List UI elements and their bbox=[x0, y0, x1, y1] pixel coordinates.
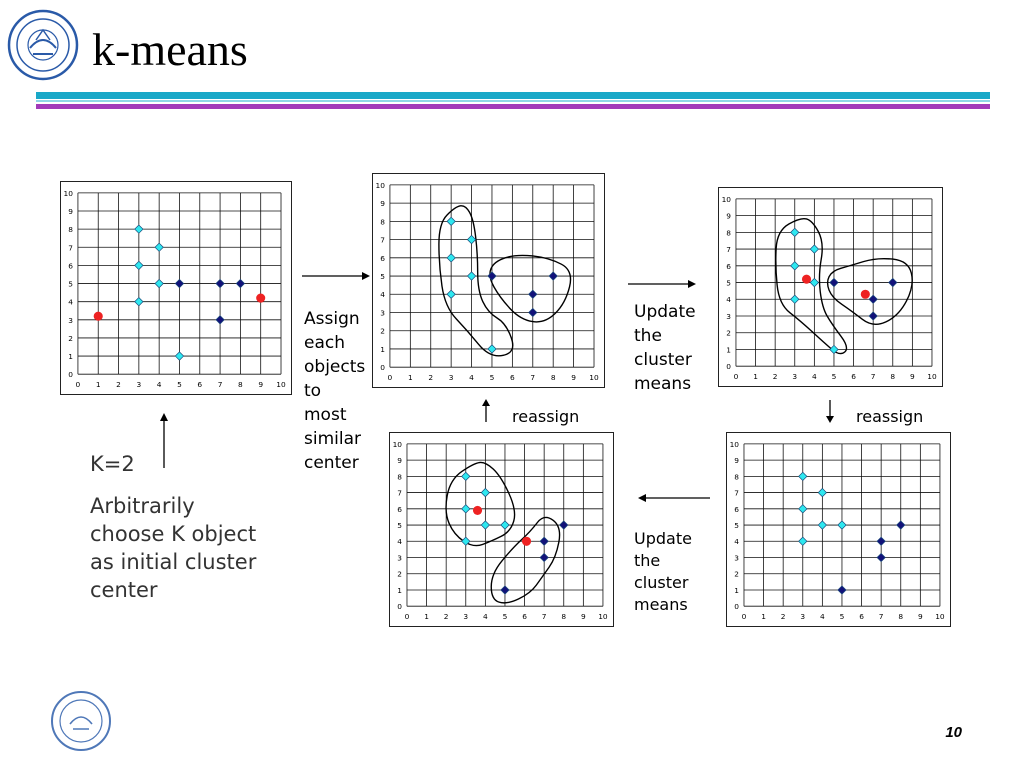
y-tick-label: 4 bbox=[726, 295, 732, 305]
cluster-center bbox=[94, 312, 103, 321]
x-tick-label: 9 bbox=[580, 612, 586, 622]
point-cluster-a bbox=[462, 505, 470, 513]
point-cluster-a bbox=[501, 521, 509, 529]
assign-label: Assign each objects to most similar center bbox=[304, 309, 366, 473]
y-tick-label: 5 bbox=[380, 272, 385, 282]
point-cluster-b bbox=[869, 295, 877, 303]
point-cluster-a bbox=[467, 235, 475, 243]
point-cluster-b bbox=[529, 308, 537, 316]
x-tick-label: 4 bbox=[820, 612, 825, 622]
page-number: 10 bbox=[945, 724, 962, 741]
update-label-top: Update the cluster means bbox=[634, 302, 696, 394]
point-cluster-a bbox=[155, 243, 163, 251]
x-tick-label: 3 bbox=[448, 373, 454, 383]
x-tick-label: 6 bbox=[851, 372, 856, 382]
x-tick-label: 2 bbox=[116, 380, 121, 390]
y-tick-label: 3 bbox=[68, 315, 73, 325]
point-cluster-a bbox=[135, 298, 143, 306]
x-tick-label: 7 bbox=[878, 612, 884, 622]
point-cluster-a bbox=[447, 217, 455, 225]
x-tick-label: 10 bbox=[927, 372, 937, 382]
point-cluster-a bbox=[791, 262, 799, 270]
y-tick-label: 9 bbox=[68, 206, 73, 216]
point-cluster-a bbox=[462, 472, 470, 480]
y-tick-label: 4 bbox=[734, 537, 740, 547]
point-cluster-a bbox=[791, 228, 799, 236]
y-tick-label: 6 bbox=[68, 261, 73, 271]
point-cluster-b bbox=[236, 279, 244, 287]
x-tick-label: 2 bbox=[428, 373, 434, 383]
x-tick-label: 4 bbox=[469, 373, 474, 383]
plot-panel-assigned bbox=[372, 173, 605, 388]
y-tick-label: 8 bbox=[734, 472, 740, 482]
y-tick-label: 3 bbox=[726, 311, 732, 321]
point-cluster-b bbox=[540, 553, 548, 561]
header-divider-line bbox=[36, 100, 990, 102]
cluster-center bbox=[861, 290, 870, 299]
y-tick-label: 5 bbox=[68, 279, 73, 289]
y-tick-label: 1 bbox=[380, 344, 385, 354]
x-tick-label: 5 bbox=[502, 612, 508, 622]
plot-panel-final bbox=[726, 432, 951, 627]
y-tick-label: 7 bbox=[726, 245, 732, 255]
cluster-center bbox=[256, 293, 265, 302]
x-tick-label: 9 bbox=[917, 612, 923, 622]
y-tick-label: 7 bbox=[68, 243, 73, 253]
point-cluster-b bbox=[529, 290, 537, 298]
x-tick-label: 0 bbox=[733, 372, 739, 382]
x-tick-label: 10 bbox=[276, 380, 286, 390]
point-cluster-b bbox=[877, 537, 885, 545]
x-tick-label: 8 bbox=[898, 612, 904, 622]
x-tick-label: 6 bbox=[510, 373, 515, 383]
reassign-label-left: reassign bbox=[512, 407, 580, 426]
x-tick-label: 0 bbox=[741, 612, 747, 622]
plot-panel-updated-means bbox=[718, 187, 943, 387]
point-cluster-b bbox=[830, 278, 838, 286]
header-divider-bottom bbox=[36, 104, 990, 109]
y-tick-label: 7 bbox=[397, 488, 403, 498]
x-tick-label: 4 bbox=[156, 380, 162, 390]
y-tick-label: 6 bbox=[397, 504, 403, 514]
x-tick-label: 1 bbox=[761, 612, 766, 622]
y-tick-label: 10 bbox=[729, 439, 740, 449]
y-tick-label: 5 bbox=[734, 521, 740, 531]
y-tick-label: 9 bbox=[397, 456, 403, 466]
y-tick-label: 2 bbox=[380, 326, 385, 336]
x-tick-label: 0 bbox=[75, 380, 81, 390]
plot-panel-initial bbox=[60, 181, 292, 395]
x-tick-label: 8 bbox=[550, 373, 556, 383]
arrow-up-initial bbox=[156, 412, 172, 470]
y-tick-label: 0 bbox=[380, 363, 385, 373]
cluster-center bbox=[522, 537, 531, 546]
x-tick-label: 1 bbox=[424, 612, 429, 622]
y-tick-label: 5 bbox=[397, 521, 403, 531]
point-cluster-a bbox=[799, 472, 807, 480]
y-tick-label: 0 bbox=[726, 362, 732, 372]
y-tick-label: 2 bbox=[726, 328, 732, 338]
y-tick-label: 1 bbox=[734, 585, 740, 595]
point-cluster-b bbox=[175, 279, 183, 287]
x-tick-label: 3 bbox=[136, 380, 142, 390]
x-tick-label: 3 bbox=[800, 612, 806, 622]
y-tick-label: 10 bbox=[63, 188, 73, 198]
plot-panel-reassigned bbox=[389, 432, 614, 627]
x-tick-label: 7 bbox=[870, 372, 876, 382]
y-tick-label: 10 bbox=[721, 194, 732, 204]
y-tick-label: 0 bbox=[397, 602, 403, 612]
point-cluster-b bbox=[540, 537, 548, 545]
x-tick-label: 1 bbox=[407, 373, 413, 383]
point-cluster-b bbox=[501, 586, 509, 594]
x-tick-label: 8 bbox=[561, 612, 567, 622]
x-tick-label: 4 bbox=[483, 612, 488, 622]
x-tick-label: 5 bbox=[177, 380, 182, 390]
x-tick-label: 5 bbox=[839, 612, 845, 622]
x-tick-label: 2 bbox=[780, 612, 786, 622]
x-tick-label: 7 bbox=[541, 612, 547, 622]
arrow-down-reassign bbox=[822, 398, 838, 424]
point-cluster-a bbox=[838, 521, 846, 529]
arrow-right-assign bbox=[300, 268, 370, 284]
point-cluster-b bbox=[488, 272, 496, 280]
point-cluster-b bbox=[869, 312, 877, 320]
x-tick-label: 2 bbox=[443, 612, 449, 622]
y-tick-label: 3 bbox=[380, 308, 385, 318]
k-value-label: K=2 bbox=[90, 452, 135, 476]
cluster-outline bbox=[439, 206, 513, 356]
point-cluster-b bbox=[889, 278, 897, 286]
y-tick-label: 8 bbox=[380, 217, 385, 227]
point-cluster-a bbox=[810, 245, 818, 253]
x-tick-label: 2 bbox=[772, 372, 778, 382]
y-tick-label: 10 bbox=[392, 439, 403, 449]
y-tick-label: 2 bbox=[68, 333, 73, 343]
footer-logo bbox=[50, 690, 112, 752]
slide-title: k-means bbox=[92, 24, 248, 75]
x-tick-label: 7 bbox=[217, 380, 223, 390]
y-tick-label: 6 bbox=[726, 261, 732, 271]
arrow-right-update bbox=[626, 276, 696, 292]
y-tick-label: 1 bbox=[726, 345, 732, 355]
x-tick-label: 9 bbox=[571, 373, 576, 383]
header-divider-top bbox=[36, 92, 990, 99]
x-tick-label: 9 bbox=[910, 372, 915, 382]
point-cluster-a bbox=[481, 488, 489, 496]
x-tick-label: 3 bbox=[792, 372, 798, 382]
y-tick-label: 8 bbox=[68, 225, 73, 235]
point-cluster-b bbox=[877, 553, 885, 561]
x-tick-label: 6 bbox=[522, 612, 527, 622]
x-tick-label: 8 bbox=[238, 380, 243, 390]
point-cluster-a bbox=[791, 295, 799, 303]
cluster-outline bbox=[776, 219, 847, 354]
y-tick-label: 9 bbox=[380, 199, 385, 209]
point-cluster-a bbox=[488, 345, 496, 353]
y-tick-label: 4 bbox=[380, 290, 385, 300]
cluster-outline bbox=[446, 462, 515, 545]
point-cluster-a bbox=[818, 521, 826, 529]
update-label-bottom: Update the cluster means bbox=[634, 529, 692, 614]
y-tick-label: 8 bbox=[397, 472, 403, 482]
x-tick-label: 1 bbox=[95, 380, 101, 390]
y-tick-label: 4 bbox=[68, 297, 73, 307]
x-tick-label: 5 bbox=[831, 372, 837, 382]
x-tick-label: 6 bbox=[197, 380, 203, 390]
y-tick-label: 6 bbox=[734, 504, 740, 514]
y-tick-label: 5 bbox=[726, 278, 732, 288]
y-tick-label: 2 bbox=[397, 569, 403, 579]
point-cluster-a bbox=[447, 254, 455, 262]
arrow-left-update bbox=[636, 490, 712, 506]
point-cluster-a bbox=[799, 537, 807, 545]
y-tick-label: 4 bbox=[397, 537, 403, 547]
arrow-up-reassign bbox=[478, 398, 494, 424]
x-tick-label: 10 bbox=[598, 612, 608, 622]
y-tick-label: 0 bbox=[734, 602, 740, 612]
cluster-center bbox=[473, 506, 482, 515]
intro-text: Arbitrarily choose K object as initial cluster center bbox=[90, 494, 257, 602]
y-tick-label: 7 bbox=[734, 488, 740, 498]
y-tick-label: 2 bbox=[734, 569, 740, 579]
point-cluster-a bbox=[467, 272, 475, 280]
x-tick-label: 8 bbox=[890, 372, 896, 382]
university-logo bbox=[6, 8, 80, 82]
x-tick-label: 5 bbox=[489, 373, 495, 383]
point-cluster-a bbox=[481, 521, 489, 529]
x-tick-label: 0 bbox=[387, 373, 393, 383]
point-cluster-b bbox=[549, 272, 557, 280]
x-tick-label: 3 bbox=[463, 612, 469, 622]
cluster-outline bbox=[828, 259, 913, 325]
x-tick-label: 0 bbox=[404, 612, 410, 622]
y-tick-label: 9 bbox=[726, 211, 732, 221]
x-tick-label: 4 bbox=[812, 372, 817, 382]
x-tick-label: 6 bbox=[859, 612, 864, 622]
reassign-label-right: reassign bbox=[856, 407, 924, 426]
y-tick-label: 3 bbox=[734, 553, 740, 563]
point-cluster-a bbox=[818, 488, 826, 496]
point-cluster-a bbox=[135, 261, 143, 269]
point-cluster-a bbox=[135, 225, 143, 233]
y-tick-label: 0 bbox=[68, 370, 73, 380]
point-cluster-a bbox=[810, 278, 818, 286]
x-tick-label: 9 bbox=[258, 380, 264, 390]
point-cluster-b bbox=[216, 279, 224, 287]
y-tick-label: 7 bbox=[380, 235, 385, 245]
y-tick-label: 9 bbox=[734, 456, 740, 466]
cluster-center bbox=[802, 275, 811, 284]
point-cluster-b bbox=[897, 521, 905, 529]
point-cluster-a bbox=[447, 290, 455, 298]
x-tick-label: 7 bbox=[530, 373, 536, 383]
point-cluster-b bbox=[216, 316, 224, 324]
x-tick-label: 10 bbox=[935, 612, 945, 622]
y-tick-label: 3 bbox=[397, 553, 403, 563]
y-tick-label: 6 bbox=[380, 253, 385, 263]
x-tick-label: 10 bbox=[589, 373, 599, 383]
y-tick-label: 1 bbox=[68, 352, 73, 362]
y-tick-label: 1 bbox=[397, 585, 403, 595]
point-cluster-b bbox=[560, 521, 568, 529]
point-cluster-a bbox=[175, 352, 183, 360]
y-tick-label: 8 bbox=[726, 228, 732, 238]
point-cluster-b bbox=[838, 586, 846, 594]
y-tick-label: 10 bbox=[375, 180, 385, 190]
point-cluster-a bbox=[799, 505, 807, 513]
point-cluster-a bbox=[155, 279, 163, 287]
x-tick-label: 1 bbox=[753, 372, 758, 382]
